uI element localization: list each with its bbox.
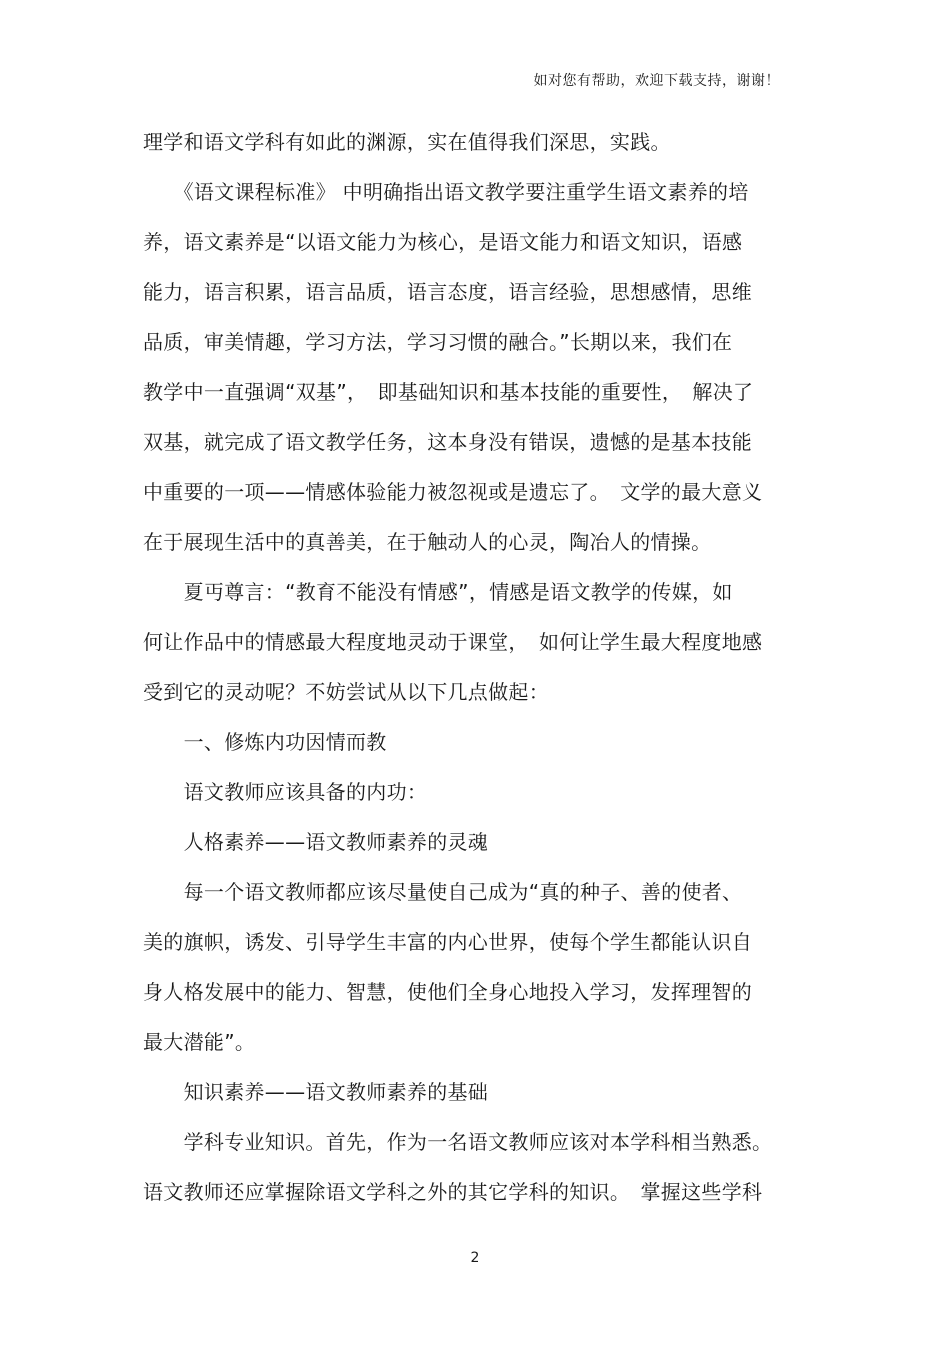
body-line: 中重要的一项——情感体验能力被忽视或是遗忘了。 文学的最大意义 bbox=[143, 480, 763, 504]
download-note: 如对您有帮助，欢迎下载支持，谢谢！ bbox=[533, 73, 780, 89]
section-heading: 一、修炼内功因情而教 bbox=[143, 730, 387, 754]
body-line: 美的旗帜，诱发、引导学生丰富的内心世界，使每个学生都能认识自 bbox=[143, 930, 752, 954]
body-line: 学科专业知识。首先，作为一名语文教师应该对本学科相当熟悉。 bbox=[143, 1130, 773, 1154]
body-line: 语文教师应该具备的内功： bbox=[143, 780, 428, 804]
body-line: 双基，就完成了语文教学任务，这本身没有错误，遗憾的是基本技能 bbox=[143, 430, 752, 454]
body-line: 每一个语文教师都应该尽量使自己成为“真的种子、善的使者、 bbox=[143, 880, 743, 904]
body-line: 最大潜能”。 bbox=[143, 1030, 256, 1054]
body-line: 受到它的灵动呢？不妨尝试从以下几点做起： bbox=[143, 680, 549, 704]
body-line: 教学中一直强调“双基”， 即基础知识和基本技能的重要性， 解决了 bbox=[143, 380, 754, 404]
body-line: 何让作品中的情感最大程度地灵动于课堂， 如何让学生最大程度地感 bbox=[143, 630, 763, 654]
page-number: 2 bbox=[470, 1250, 480, 1266]
body-line: 夏丏尊言：“教育不能没有情感”，情感是语文教学的传媒，如 bbox=[143, 580, 733, 604]
body-line: 品质，审美情趣，学习方法，学习习惯的融合。”长期以来，我们在 bbox=[143, 330, 733, 354]
body-line: 能力，语言积累，语言品质，语言态度，语言经验，思想感情，思维 bbox=[143, 280, 752, 304]
body-line: 《语文课程标准》 中明确指出语文教学要注重学生语文素养的培 bbox=[143, 180, 749, 204]
body-line: 在于展现生活中的真善美，在于触动人的心灵，陶冶人的情操。 bbox=[143, 530, 712, 554]
body-line: 理学和语文学科有如此的渊源，实在值得我们深思，实践。 bbox=[143, 130, 671, 154]
body-line: 身人格发展中的能力、智慧，使他们全身心地投入学习，发挥理智的 bbox=[143, 980, 752, 1004]
subsection-heading: 人格素养——语文教师素养的灵魂 bbox=[143, 830, 489, 854]
body-line: 语文教师还应掌握除语文学科之外的其它学科的知识。 掌握这些学科 bbox=[143, 1180, 763, 1204]
body-line: 养，语文素养是“以语文能力为核心，是语文能力和语文知识，语感 bbox=[143, 230, 743, 254]
subsection-heading: 知识素养——语文教师素养的基础 bbox=[143, 1080, 489, 1104]
